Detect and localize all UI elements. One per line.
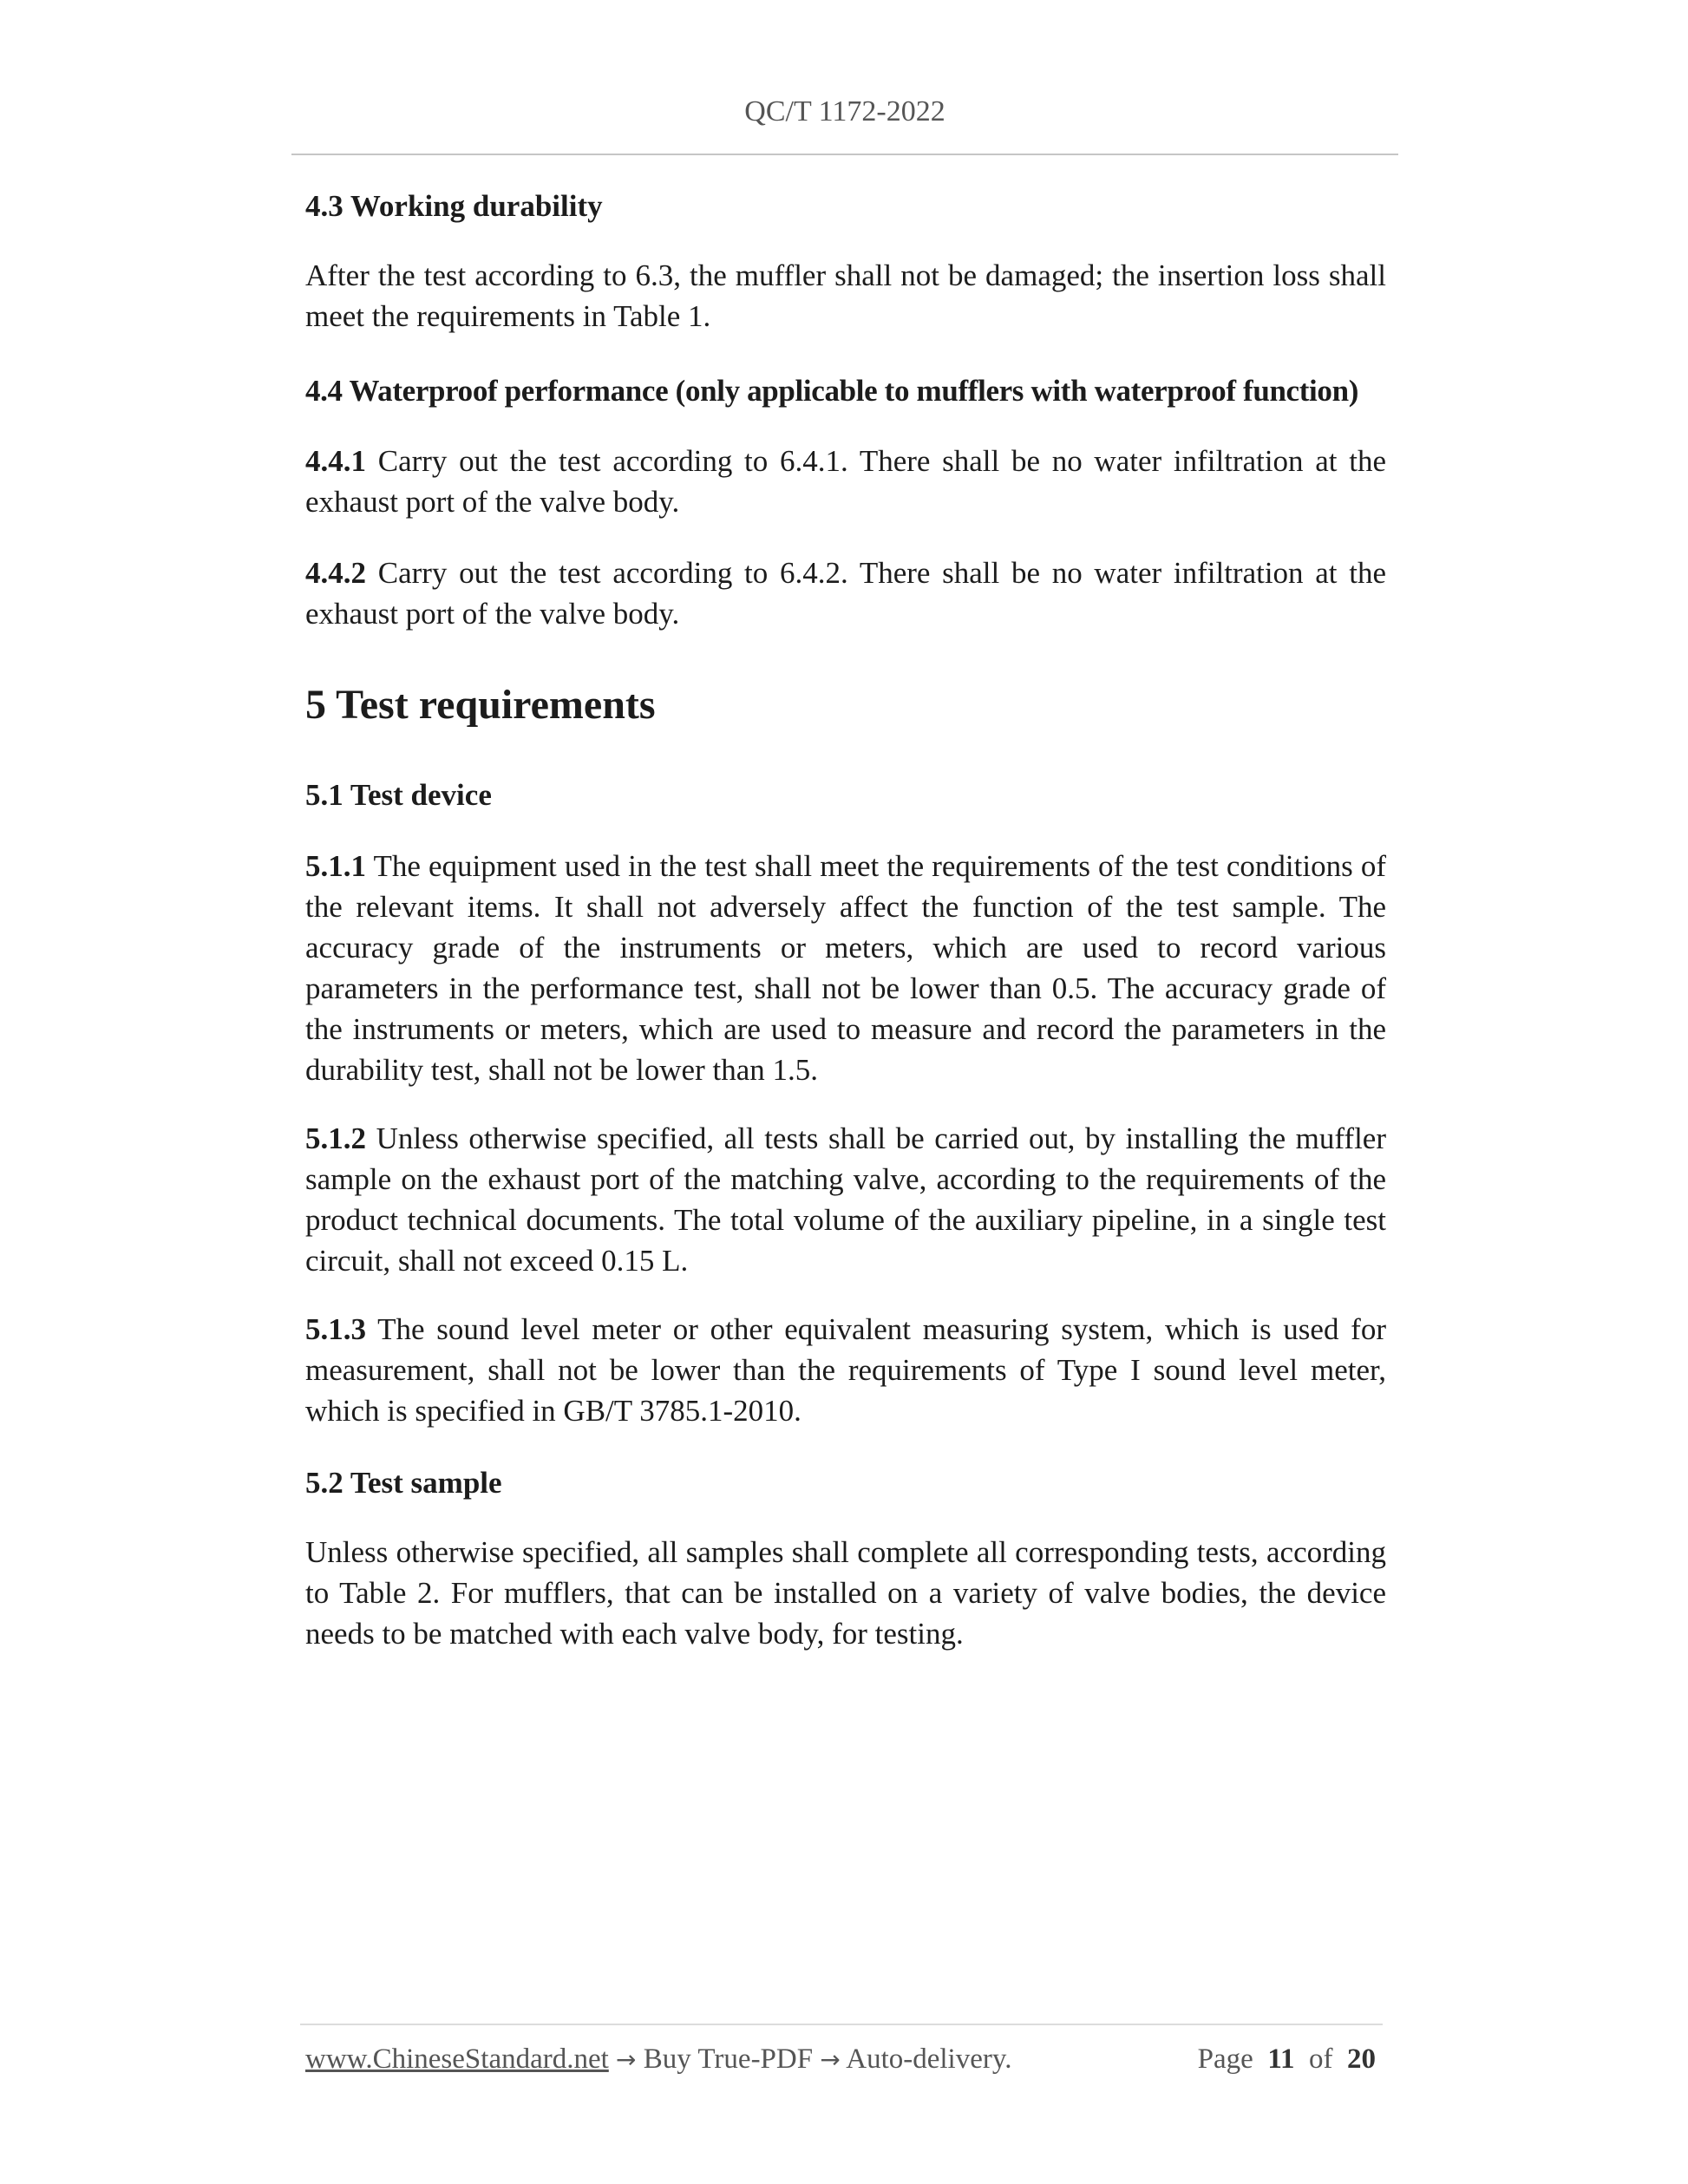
clause-text: The sound level meter or other equivalent measuring system, which is used for measurement, shall not be lower than the requirements of Type I sound level meter, which is specified in GB/T 3785.1-2010.	[305, 1312, 1386, 1428]
clause-4-4-1	[305, 441, 1386, 522]
footer-divider	[300, 2024, 1383, 2025]
clause-number: 4.4.2	[305, 556, 366, 590]
auto-delivery-text: Auto-delivery.	[846, 2043, 1012, 2075]
clause-5-1-1	[305, 846, 1386, 1090]
page-current: 11	[1267, 2043, 1295, 2075]
clause-text: Carry out the test according to 6.4.1. There shall be no water infiltration at the exhaust port of the valve body.	[305, 444, 1386, 519]
section-4-4-heading-text: 4.4 Waterproof performance (only applicable to mufflers with waterproof function)	[305, 374, 1358, 408]
clause-number: 5.1.3	[305, 1312, 366, 1346]
buy-true-pdf-text: Buy True-PDF	[643, 2043, 814, 2075]
clause-number: 4.4.1	[305, 444, 366, 478]
section-4-3-body: After the test according to 6.3, the muffler shall not be damaged; the insertion loss shall meet the requirements in Table 1.	[305, 258, 1386, 333]
page-number	[1198, 2043, 1376, 2076]
clause-text: Unless otherwise specified, all tests shall be carried out, by installing the muffler sample on the exhaust port of the matching valve, according to the requirements of the product technical documents. The total volume of the auxiliary pipeline, in a single test circuit, shall not exceed 0.15 L.	[305, 1121, 1387, 1278]
clause-5-1-3	[305, 1309, 1386, 1431]
clause-5-1-2	[305, 1118, 1386, 1281]
clause-text: Carry out the test according to 6.4.2. There shall be no water infiltration at the exhaust port of the valve body.	[305, 556, 1386, 631]
header-divider	[291, 154, 1398, 155]
arrow-right-icon: →	[616, 2045, 637, 2074]
chapter-5-heading: 5 Test requirements	[305, 682, 656, 728]
section-5-2-heading: 5.2 Test sample	[305, 1466, 502, 1500]
clause-text: The equipment used in the test shall meet the requirements of the test conditions of the relevant items. It shall not adversely affect the function of the test sample. The accuracy grade of the instruments or meters, which are used to record various parameters in the performance test, shall not be lower than 0.5. The accuracy grade of the instruments or meters, which are used to measure and record the parameters in the durability test, shall not be lower than 1.5.	[305, 849, 1386, 1087]
page-total: 20	[1347, 2043, 1376, 2075]
site-link[interactable]: www.ChineseStandard.net	[305, 2043, 609, 2075]
section-4-3-heading: 4.3 Working durability	[305, 189, 603, 223]
page-header: QC/T 1172-2022	[744, 95, 945, 128]
clause-number: 5.1.2	[305, 1121, 366, 1155]
page-of: of	[1309, 2043, 1333, 2075]
arrow-right-icon: →	[820, 2045, 841, 2074]
page-label: Page	[1197, 2043, 1253, 2075]
section-4-4-heading	[305, 370, 1386, 411]
clause-4-4-2	[305, 553, 1386, 634]
page-footer	[305, 2043, 1011, 2076]
section-5-1-heading: 5.1 Test device	[305, 778, 492, 812]
clause-number: 5.1.1	[305, 849, 366, 883]
section-5-2-body: Unless otherwise specified, all samples shall complete all corresponding tests, according to Table 2. For mufflers, that can be installed on a variety of valve bodies, the device needs to be matched with each valve body, for testing.	[305, 1535, 1386, 1651]
